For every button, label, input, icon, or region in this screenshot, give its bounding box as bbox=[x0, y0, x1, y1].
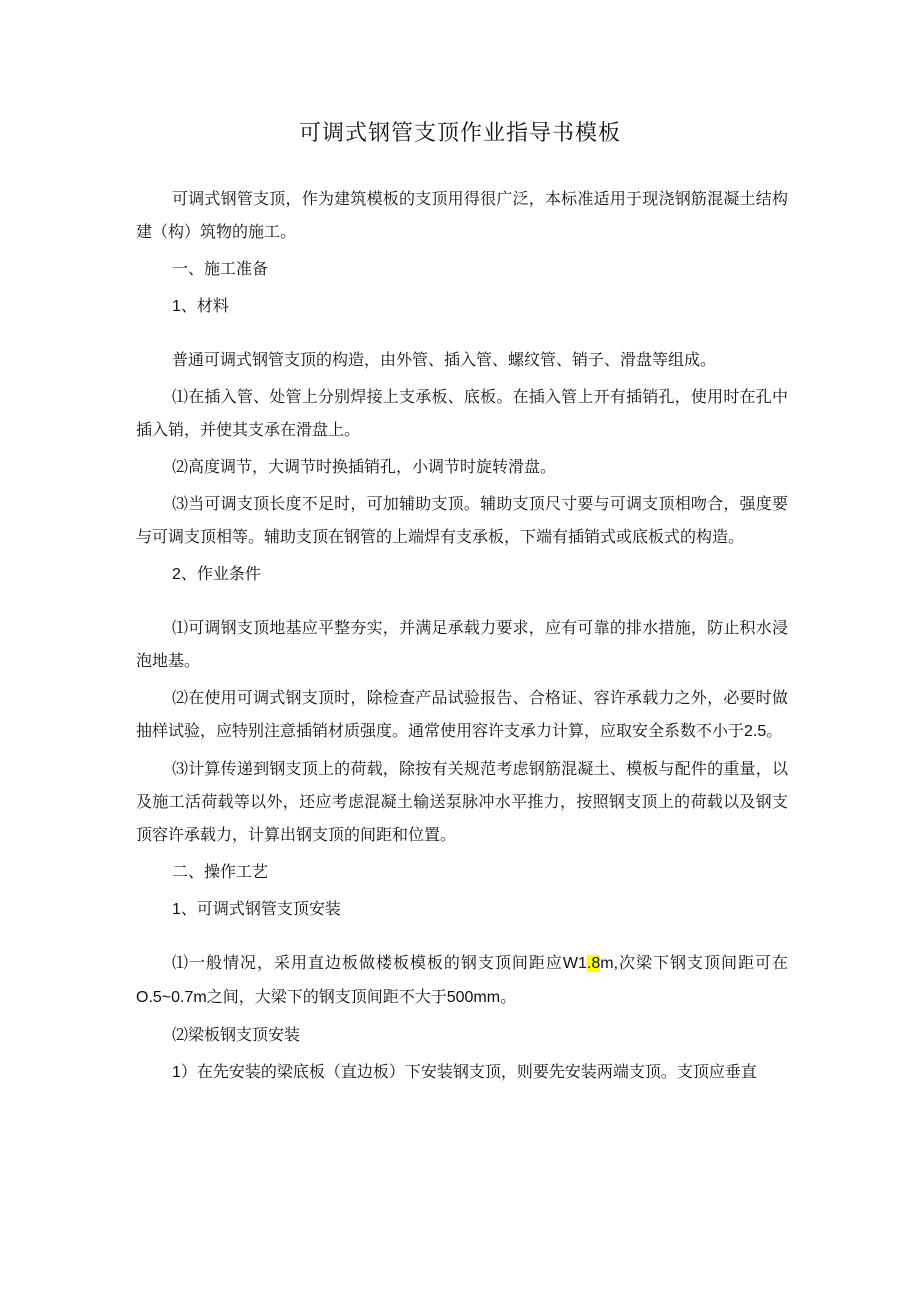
max-spacing-value: 500mm bbox=[446, 989, 501, 1006]
safety-factor-value: 2.5 bbox=[744, 723, 767, 740]
highlighted-spacing-value: .8 bbox=[586, 955, 601, 972]
install-step-number: 1 bbox=[172, 1064, 181, 1081]
install-paragraph-1 bbox=[136, 946, 788, 1014]
section-heading-2: 二、操作工艺 bbox=[172, 862, 269, 881]
materials-paragraph-2: ⑵高度调节，大调节时换插销孔，小调节时旋转滑盘。 bbox=[172, 457, 557, 476]
install-paragraph-1-text-b: 次梁下钢支顶间距可在 bbox=[618, 953, 788, 972]
subsection-heading-materials bbox=[136, 289, 788, 323]
document-title: 可调式钢管支顶作业指导书模板 bbox=[298, 121, 621, 146]
spacing-unit: m, bbox=[600, 955, 619, 972]
section-heading-1: 一、施工准备 bbox=[172, 259, 269, 278]
install-paragraph-3-text: ）在先安装的梁底板（直边板）下安装钢支顶，则要先安装两端支顶。支顶应垂直 bbox=[180, 1062, 757, 1081]
install-paragraph-1-text-c: 之间，大梁下的钢支顶间距不大于 bbox=[206, 987, 447, 1006]
install-paragraph-3 bbox=[136, 1055, 788, 1089]
conditions-paragraph-3: ⑶计算传递到钢支顶上的荷载，除按有关规范考虑钢筋混凝土、模板与配件的重量，以及施工活荷载等以外，还应考虑混凝土输送泵脉冲水平推力，按照钢支顶上的荷载以及钢支顶容许承载力，计算出钢支顶的间距和位置。 bbox=[136, 759, 788, 844]
materials-paragraph-3: ⑶当可调支顶长度不足时，可加辅助支顶。辅助支顶尺寸要与可调支顶相吻合，强度要与可调支顶相等。辅助支顶在钢管的上端焊有支承板，下端有插销式或底板式的构造。 bbox=[136, 494, 788, 546]
spacing-range-value: O.5~0.7m bbox=[136, 989, 207, 1006]
document-body bbox=[136, 182, 788, 1093]
subsection-heading-install bbox=[136, 892, 788, 926]
subsection-heading-conditions-text: 2、作业条件 bbox=[172, 566, 261, 583]
subsection-heading-materials-text: 1、材料 bbox=[172, 298, 229, 315]
intro-paragraph: 可调式钢管支顶，作为建筑模板的支顶用得很广泛，本标准适用于现浇钢筋混凝土结构建（构）筑物的施工。 bbox=[136, 189, 788, 241]
install-paragraph-1-text-a: ⑴一般情况，采用直边板做楼板模板的钢支顶间距应 bbox=[172, 953, 563, 972]
conditions-paragraph-2-text: ⑵在使用可调式钢支顶时，除检查产品试验报告、合格证、容许承载力之外，必要时做抽样试验，应特别注意插销材质强度。通常使用容许支承力计算，应取安全系数不小于 bbox=[136, 688, 788, 740]
materials-paragraph-1: ⑴在插入管、处管上分别焊接上支承板、底板。在插入管上开有插销孔，使用时在孔中插入销，并使其支承在滑盘上。 bbox=[136, 387, 788, 439]
install-paragraph-1-end: 。 bbox=[500, 987, 517, 1006]
materials-paragraph-0: 普通可调式钢管支顶的构造，由外管、插入管、螺纹管、销子、滑盘等组成。 bbox=[172, 350, 717, 369]
conditions-paragraph-2-end: 。 bbox=[766, 721, 783, 740]
install-paragraph-2: ⑵梁板钢支顶安装 bbox=[172, 1025, 301, 1044]
conditions-paragraph-1: ⑴可调钢支顶地基应平整夯实，并满足承载力要求，应有可靠的排水措施，防止积水浸泡地基。 bbox=[136, 618, 788, 670]
subsection-heading-install-text: 1、可调式钢管支顶安装 bbox=[172, 901, 341, 918]
subsection-heading-conditions bbox=[136, 557, 788, 591]
conditions-paragraph-2 bbox=[136, 681, 788, 748]
spacing-prefix: W1 bbox=[562, 955, 587, 972]
